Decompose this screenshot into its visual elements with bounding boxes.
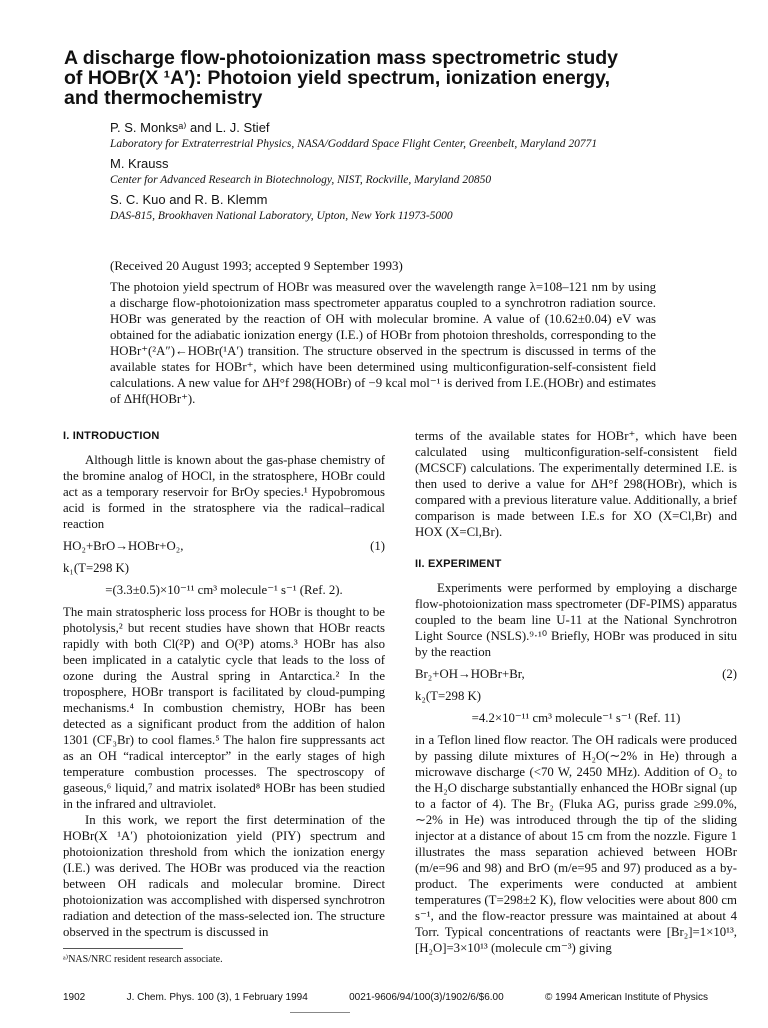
section-heading-experiment: II. EXPERIMENT bbox=[415, 558, 502, 570]
author-affiliation-2: Center for Advanced Research in Biotechnology, NIST, Rockville, Maryland 20850 bbox=[110, 174, 492, 186]
section-heading-introduction: I. INTRODUCTION bbox=[63, 430, 160, 442]
equation-1 bbox=[63, 538, 385, 554]
intro-paragraph-3: In this work, we report the first determination of the HOBr(X ¹A′) photoionization yield (PIY) spectrum and photoionization threshold from which the ionization energy (I.E.) was derived. The HOBr was produced via the reaction between OH radicals and molecular bromine. Direct photoionization was accomplished with dispersed synchrotron radiation and detection of the mass-selected ion. The structure observed in the spectrum is discussed in bbox=[63, 813, 385, 939]
title-line-1: A discharge flow-photoionization mass spectrometric study bbox=[64, 47, 619, 69]
experiment-paragraph-2: in a Teflon lined flow reactor. The OH radicals were produced by passing dilute mixtures of H₂O(∼2% in He) through a microwave discharge (<70 W, 2450 MHz). Addition of O₂ to the H₂O discharge substantially enhanced the HOBr signal (up to a factor of 4). The Br₂ (Fluka AG, puriss grade ≥99.0%, ∼2% in He) was introduced through the tip of the sliding injector at a distance of about 15 cm from the nozzle. Figure 1 illustrates the mass separation achieved between HOBr (m/e=96 and 98) and BrO (m/e=95 and 97) produced as a by-product. The experiments were conducted at ambient temperatures (T=298±2 K), flow velocities were about 800 cm s⁻¹, and the flow-reactor pressure was maintained at about 4 Torr. Typical concentrations of reactants were [Br₂]=1×10¹³, [H₂O]=3×10¹³ (molecule cm⁻³) giving bbox=[415, 733, 737, 955]
experiment-paragraph-1: Experiments were performed by employing a discharge flow-photoionization mass spectrometer (DF-PIMS) apparatus coupled to the beam line U-11 at the National Synchrotron Light Source (NSLS).⁹·¹⁰ Briefly, HOBr was produced in situ by the reaction bbox=[415, 581, 737, 659]
title-line-2: of HOBr(X ¹A′): Photoion yield spectrum, ionization energy, bbox=[64, 67, 610, 89]
equation-2-number: (2) bbox=[722, 667, 737, 681]
rate-constant-2-value: =4.2×10⁻¹¹ cm³ molecule⁻¹ s⁻¹ (Ref. 11) bbox=[471, 711, 681, 725]
abstract bbox=[110, 279, 656, 407]
intro-paragraph-2: The main stratospheric loss process for HOBr is thought to be photolysis,² but recent studies have shown that HOBr reacts rapidly with both Cl(²P) and O(³P) atoms.³ HOBr has also been implicated in a catalytic cycle that leads to the loss of ozone during the Austral spring in Antarctica.² In the troposphere, HOBr transport is facilitated by cloud-pumping mechanisms.⁴ In combustion chemistry, HOBr has been detected as a significant product from the addition of halon 1301 (CF₃Br) to cool flames.⁵ The halon fire suppressants act as an OH “radical interceptor” in the early stages of high temperature combustion processes. The spectroscopy of gaseous,⁶ liquid,⁷ and matrix isolated⁸ HOBr has been studied in the infrared and ultraviolet. bbox=[63, 605, 385, 811]
copyright-notice: © 1994 American Institute of Physics bbox=[544, 992, 708, 1003]
author-names-3: S. C. Kuo and R. B. Klemm bbox=[110, 192, 268, 207]
title-line-3: and thermochemistry bbox=[64, 87, 263, 109]
equation-2-text: Br₂+OH→HOBr+Br, bbox=[415, 667, 525, 681]
author-names-1: P. S. Monksᵃ⁾ and L. J. Stief bbox=[110, 120, 270, 135]
rate-constant-1-label: k₁(T=298 K) bbox=[63, 561, 130, 575]
right-column bbox=[415, 428, 737, 956]
article-code: 0021-9606/94/100(3)/1902/6/$6.00 bbox=[349, 992, 504, 1003]
author-affiliation-3: DAS-815, Brookhaven National Laboratory, Upton, New York 11973-5000 bbox=[110, 210, 453, 222]
author-affiliation-1: Laboratory for Extraterrestrial Physics, NASA/Goddard Space Flight Center, Greenbelt, Maryland 20771 bbox=[110, 138, 598, 150]
equation-1-number: (1) bbox=[370, 539, 385, 553]
intro-paragraph-1: Although little is known about the gas-phase chemistry of the bromine analog of HOCl, in the stratosphere, HOBr could act as a temporary reservoir for BrOy species.¹ Hypobromous acid is formed in the stratosphere via the radical–radical reaction bbox=[63, 453, 385, 531]
rate-constant-2-label: k₂(T=298 K) bbox=[415, 689, 482, 703]
article-title bbox=[64, 48, 664, 108]
received-date: (Received 20 August 1993; accepted 9 September 1993) bbox=[110, 258, 403, 273]
scan-mark bbox=[290, 1012, 350, 1013]
right-paragraph-1: terms of the available states for HOBr⁺, which have been calculated using multiconfiguration-self-consistent field (MCSCF) calculations. The experimentally determined I.E. is then used to derive a value for ΔH°f 298(HOBr), which is compared with a previous literature value. Additionally, a brief comparison is made between I.E.s for XO (X=Cl,Br) and HOX (X=Cl,Br). bbox=[415, 429, 737, 539]
page-footer bbox=[63, 992, 708, 1003]
page-number: 1902 bbox=[63, 992, 86, 1003]
rate-constant-1-value: =(3.3±0.5)×10⁻¹¹ cm³ molecule⁻¹ s⁻¹ (Ref. 2). bbox=[105, 583, 343, 597]
footnote: ᵃ⁾NAS/NRC resident research associate. bbox=[63, 954, 223, 965]
equation-1-text: HO₂+BrO→HOBr+O₂, bbox=[63, 539, 184, 553]
abstract-text: The photoion yield spectrum of HOBr was measured over the wavelength range λ=108–121 nm by using a discharge flow-photoionization mass spectrometer apparatus coupled to a synchrotron radiation source. HOBr was generated by the reaction of OH with molecular bromine. A value of (10.62±0.04) eV was obtained for the adiabatic ionization energy (I.E.) of HOBr from photoion thresholds, corresponding to the HOBr⁺(²A″)←HOBr(¹A′) transition. The structure observed in the spectrum is discussed in terms of the available states for HOBr⁺, which have been determined using multiconfiguration-self-consistent field calculations. A new value for ΔH°f 298(HOBr) of −9 kcal mol⁻¹ is derived from I.E.(HOBr) and estimates of ΔHf(HOBr⁺). bbox=[110, 280, 656, 406]
footnote-divider bbox=[63, 948, 183, 949]
author-names-2: M. Krauss bbox=[110, 156, 169, 171]
left-column bbox=[63, 428, 385, 940]
journal-citation: J. Chem. Phys. 100 (3), 1 February 1994 bbox=[126, 992, 308, 1003]
equation-2 bbox=[415, 666, 737, 682]
